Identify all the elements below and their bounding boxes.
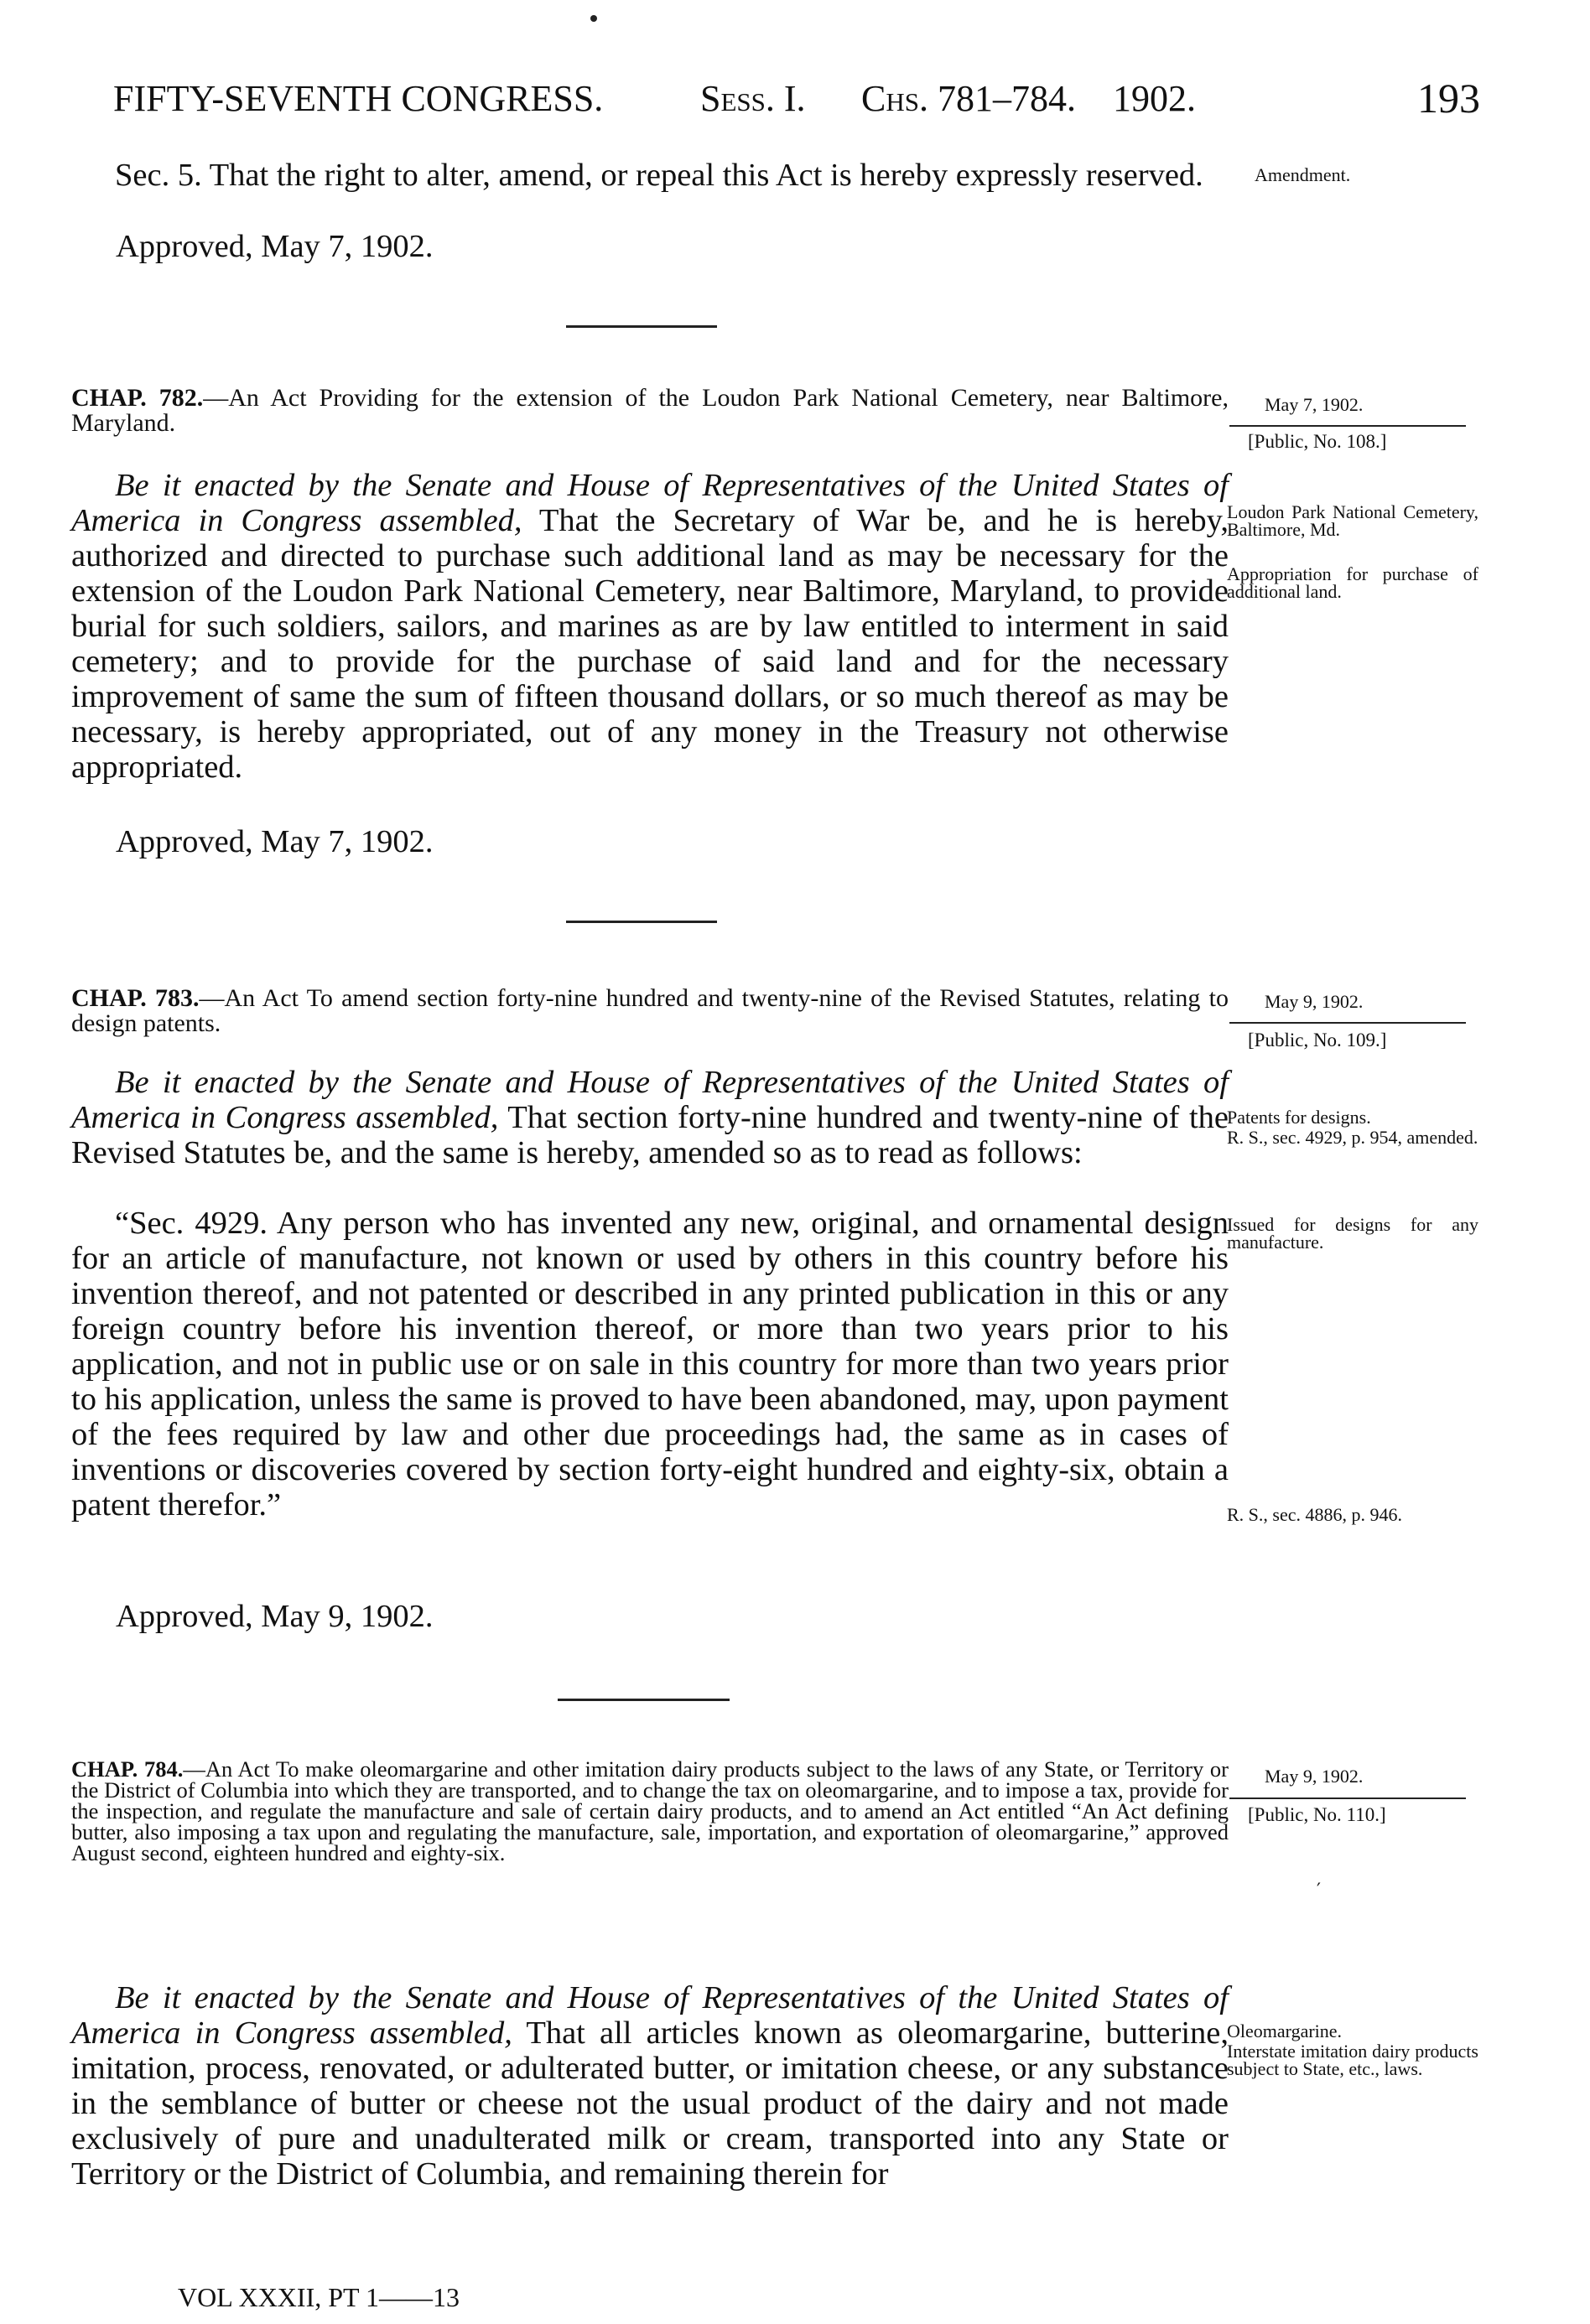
chap784-date: May 9, 1902.: [1265, 1766, 1364, 1787]
chap783-margin-note-1: Patents for designs.: [1227, 1107, 1371, 1128]
chap782-margin-note-2: Appropriation for purchase of additional land.: [1227, 563, 1478, 602]
chap783-title: —An Act To amend section forty-nine hundred and twenty-nine of the Revised Statutes, relating to design patents.: [71, 984, 1229, 1037]
page-number: 193: [1417, 75, 1480, 122]
running-head-chapters: Chs. 781–784.: [861, 78, 1076, 119]
chap784-heading: [71, 1756, 1229, 1865]
chap783-sec4929: “Sec. 4929. Any person who has invented any new, original, and ornamental design for an article of manufacture, not known or used by others in this country before his invention thereof, and not patented or described in any printed publication in this or any foreign country before his invention thereof, or more than two years prior to his application, and not in public use or on sale in this country for more than two years prior to his application, unless the same is proved to have been abandoned, may, upon payment of the fees required by law and other due proceedings had, the same as in cases of inventions or discoveries covered by section forty-eight hundred and eighty-six, obtain a patent therefor.”: [71, 1206, 1229, 1523]
chap782-label: CHAP. 782.: [71, 384, 204, 412]
chap782-enact-italic: Be it enacted by the Senate and House of Representatives of the United States of America in Congress assembled,: [71, 468, 1229, 538]
chap783-enact-italic: Be it enacted by the Senate and House of Representatives of the United States of America in Congress assembled,: [71, 1065, 1229, 1135]
chap783-margin-note-3: Issued for designs for any manufacture.: [1227, 1214, 1478, 1253]
chap783-date: May 9, 1902.: [1265, 991, 1364, 1012]
running-head-session: Sess. I.: [700, 78, 806, 119]
chap783-approved: Approved, May 9, 1902.: [116, 1599, 434, 1634]
running-head: [113, 77, 1480, 124]
chap784-public-number: [Public, No. 110.]: [1248, 1804, 1386, 1825]
stray-mark: ′: [1317, 1880, 1321, 1901]
chap784-enacting-clause: [71, 1980, 1229, 2192]
signature-footer: VOL XXXII, PT 1——13: [178, 2282, 460, 2312]
chap782-body: That the Secretary of War be, and he is hereby, authorized and directed to purchase such additional land as may be necessary for the extension of the Loudon Park National Cemetery, near Baltimore, Maryland, to provide burial for such soldiers, sailors, and marines as are by law entitled to interment in said cemetery; and to provide for the purchase of said land and for the necessary improvement of same the sum of fifteen thousand dollars, or so much thereof as may be necessary, is hereby appropriated, out of any money in the Treasury not otherwise appropriated.: [71, 503, 1229, 785]
chap783-date-rule: [1229, 1022, 1466, 1024]
chap782-title: —An Act Providing for the extension of the Loudon Park National Cemetery, near Baltimore, Maryland.: [71, 384, 1229, 437]
chap784-margin-note-2: Interstate imitation dairy products subject to State, etc., laws.: [1227, 2041, 1478, 2079]
chap782-public-number: [Public, No. 108.]: [1248, 431, 1387, 452]
chap783-enacting-clause: [71, 1065, 1229, 1170]
running-head-title: FIFTY-SEVENTH CONGRESS.: [113, 78, 604, 119]
chap784-margin-note-1: Oleomargarine.: [1227, 2021, 1343, 2041]
chap782-heading: [71, 386, 1229, 436]
chap784-label: CHAP. 784.: [71, 1756, 184, 1782]
running-head-year: 1902.: [1113, 78, 1196, 119]
chap784-date-rule: [1229, 1797, 1466, 1799]
chap784-body: That all articles known as oleomargarine, butterine, imitation, process, renovated, or adulterated butter, or imitation cheese, or any substance in the semblance of butter or cheese not the usual product of the dairy and not made exclusively of pure and unadulterated milk or cream, transported into any State or Territory or the District of Columbia, and remaining therein for: [71, 2015, 1229, 2192]
chap784-enact-italic: Be it enacted by the Senate and House of Representatives of the United States of America in Congress assembled,: [71, 1980, 1229, 2051]
divider-rule: [566, 921, 717, 923]
chap782-approved: Approved, May 7, 1902.: [116, 824, 434, 859]
sec5-text: Sec. 5. That the right to alter, amend, or repeal this Act is hereby expressly reserved.: [115, 158, 1203, 193]
sec5-margin: Amendment.: [1255, 164, 1351, 185]
chap783-margin-note-2: R. S., sec. 4929, p. 954, amended.: [1227, 1127, 1478, 1148]
chap783-label: CHAP. 783.: [71, 984, 200, 1012]
chap783-public-number: [Public, No. 109.]: [1248, 1030, 1387, 1050]
chap782-date: May 7, 1902.: [1265, 394, 1364, 415]
chap783-heading: [71, 986, 1229, 1036]
chap783-body: That section forty-nine hundred and twenty-nine of the Revised Statutes be, and the same is hereby, amended so as to read as follows:: [71, 1100, 1229, 1170]
divider-rule: [566, 325, 717, 328]
chap784-title: —An Act To make oleomargarine and other imitation dairy products subject to the laws of any State, or Territory or the District of Columbia into which they are transported, and to change the tax on oleomargarine, and to impose a tax, provide for the inspection, and regulate the manufacture and sale of certain dairy products, and to amend an Act entitled “An Act defining butter, also imposing a tax upon and regulating the manufacture, sale, importation, and exportation of oleomargarine,” approved August second, eighteen hundred and eighty-six.: [71, 1756, 1229, 1865]
page-mark: [590, 15, 597, 22]
chap782-margin-note-1: Loudon Park National Cemetery, Baltimore, Md.: [1227, 501, 1478, 540]
sec5-approved: Approved, May 7, 1902.: [116, 229, 434, 264]
chap783-margin-note-4: R. S., sec. 4886, p. 946.: [1227, 1504, 1402, 1525]
chap782-enacting-clause: [71, 468, 1229, 785]
divider-rule: [558, 1699, 730, 1701]
chap782-date-rule: [1229, 425, 1466, 427]
